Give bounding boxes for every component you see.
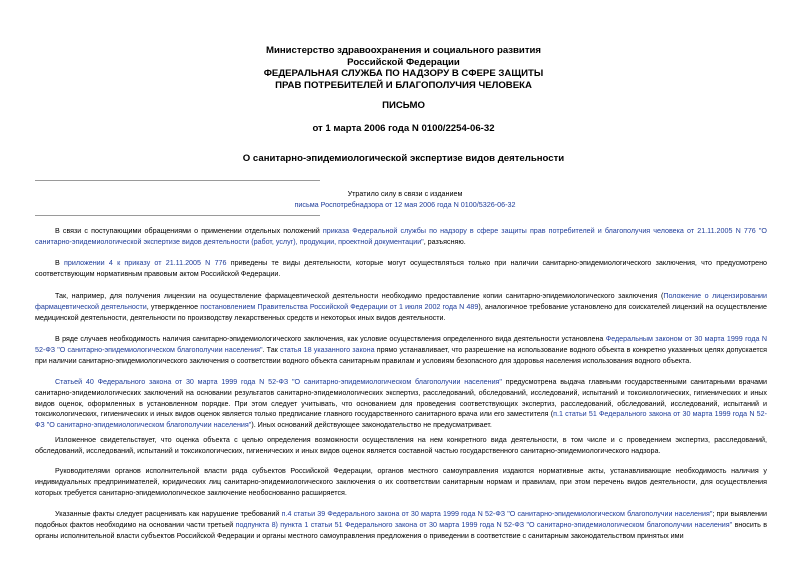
paragraph-5 — [35, 377, 767, 431]
service-name-line1: ФЕДЕРАЛЬНАЯ СЛУЖБА ПО НАДЗОРУ В СФЕРЕ ЗАЩИТЫ — [263, 68, 544, 80]
resolution-489-link[interactable]: постановлением Правительства Российской Федерации от 1 июля 2002 года N 489 — [200, 302, 479, 311]
paragraph-text: приведены те виды деятельности, которые могут осуществляться только при наличии санитарно-эпидемиологического заключения, что предусмотрено соответствующим нормативным правовым актом Российской Федерации. — [35, 259, 767, 278]
paragraph-text: ). Иных оснований действующее законодательство не предусматривает. — [251, 421, 492, 430]
paragraph-text: , утвержденное — [146, 302, 201, 311]
document-date: от 1 марта 2006 года N 0100/2254-06-32 — [312, 123, 495, 134]
paragraph-text: ), аналогичное требование установлено для соискателей лицензий на осуществление медицинской деятельности, деятельности по производству лекарственных средств и некоторых иных видов деятельности. — [35, 302, 767, 322]
document-header — [0, 45, 807, 91]
document-type: ПИСЬМО — [382, 100, 425, 111]
paragraph-7 — [35, 466, 767, 498]
repeal-notice — [280, 189, 530, 210]
article-18-link[interactable]: статья 18 указанного закона — [280, 345, 375, 354]
paragraph-4 — [35, 334, 767, 366]
divider-bottom — [35, 215, 320, 216]
paragraph-text: прямо устанавливает, что разрешение на использование водного объекта в конкретно указанных целях допускается при наличии санитарно-эпидемиологического заключения о соответствии водного объекта санитарным правилам и условиям безопасного для здоровья населения использования водного объекта. — [35, 345, 767, 365]
ministry-name: Министерство здравоохранения и социального развития — [265, 45, 542, 56]
paragraph-1 — [35, 226, 767, 248]
article-40-link[interactable]: Статьей 40 Федерального закона от 30 марта 1999 года N 52-ФЗ "О санитарно-эпидемиологическом благополучии населения" — [55, 378, 502, 386]
law-52fz-link[interactable]: Федеральным законом от 30 марта 1999 года N 52-ФЗ "О санитарно-эпидемиологическом благополучии населения" — [35, 335, 767, 354]
paragraph-6 — [35, 435, 767, 457]
service-name-line2: ПРАВ ПОТРЕБИТЕЛЕЙ И БЛАГОПОЛУЧИЯ ЧЕЛОВЕКА — [275, 79, 532, 91]
paragraph-text: В — [55, 259, 64, 267]
paragraph-text: Указанные факты следует расценивать как нарушение требований — [55, 510, 282, 518]
paragraph-text: предусмотрена выдача главными государственными санитарными врачами санитарно-эпидемиологических заключений на основании результатов санитарно-эпидемиологических экспертиз, расследований, обследований, исследований, испытаний и токсикологических, гигиенических и иных видов оценок, оформленных в установленном порядке. При этом следует учитывать, что основанием для проведения соответствующих экспертиз, расследований, обследований, исследований, испытаний и токсикологических, гигиенических и иных видов оценок является только предписание главного государственного санитарного врача или его заместителя ( — [35, 378, 767, 419]
order-776-link[interactable]: приказа Федеральной службы по надзору в сфере защиты прав потребителей и благополучия человека от 21.11.2005 N 776 "О санитарно-эпидемиологической экспертизе видов деятельности (работ, услуг), продукции, проектной документации" — [35, 227, 767, 246]
article-51-p1-link[interactable]: п.1 статьи 51 Федерального закона от 30 марта 1999 года N 52-ФЗ "О санитарно-эпидемиологическом благополучии населения" — [35, 410, 767, 430]
paragraph-text: . Так — [262, 345, 280, 354]
paragraph-2 — [35, 258, 767, 280]
paragraph-text: Так, например, для получения лицензии на осуществление фармацевтической деятельности необходимо предоставление копии санитарно-эпидемиологического заключения ( — [55, 292, 664, 300]
document-title: О санитарно-эпидемиологической экспертизе видов деятельности — [242, 153, 565, 164]
paragraph-8 — [35, 509, 767, 541]
article-51-sub8-link[interactable]: подпункта 8) пункта 1 статьи 51 Федерального закона от 30 марта 1999 года N 52-ФЗ "О санитарно-эпидемиологическом благополучии населения" — [235, 520, 733, 529]
paragraph-text: , разъясняю. — [423, 237, 466, 246]
paragraph-text: Руководителями органов исполнительной власти ряда субъектов Российской Федерации, органов местного самоуправления издаются нормативные акты, устанавливающие необходимость наличия у индивидуальных предпринимателей, юридических лиц санитарно-эпидемиологического заключения о их соответствии санитарным нормам и правилам, при этом перечень видов деятельности, для осуществления которых требуется санитарно-эпидемиологическое заключение необоснованно расширяется. — [35, 467, 767, 497]
paragraph-text: В ряде случаев необходимость наличия санитарно-эпидемиологического заключения, как условие осуществления определенного вида деятельности установлена — [55, 335, 606, 343]
repeal-notice-text: Утратило силу в связи с изданием — [347, 189, 463, 198]
repeal-letter-link[interactable]: письма Роспотребнадзора от 12 мая 2006 года N 0100/5326-06-32 — [294, 199, 516, 209]
paragraph-3 — [35, 291, 767, 323]
paragraph-text: ; при выявлении подобных фактов необходимо на основании части третьей — [35, 510, 768, 529]
paragraph-text: Изложенное свидетельствует, что оценка объекта с целью определения возможности осуществления на нем конкретного вида деятельности, в том числе и с проведением экспертиз, расследований, обследований, исследований, испытаний и токсикологических, гигиенических и иных видов оценок является составной частью государственного санитарно-эпидемиологического надзора. — [35, 436, 767, 455]
divider-top — [35, 180, 320, 181]
article-39-p4-link[interactable]: п.4 статьи 39 Федерального закона от 30 марта 1999 года N 52-ФЗ "О санитарно-эпидемиологическом благополучии населения" — [281, 510, 713, 518]
country-name: Российской Федерации — [347, 56, 460, 68]
pharma-licensing-link[interactable]: Положение о лицензировании фармацевтической деятельности — [35, 292, 767, 311]
paragraph-text: вносить в органы исполнительной власти субъектов Российской Федерации и органы местного самоуправления предложения о приведении в соответствие с санитарным законодательством принятых ими — [35, 520, 767, 540]
paragraph-text: В связи с поступающими обращениями о применении отдельных положений — [55, 227, 323, 235]
appendix-4-link[interactable]: приложении 4 к приказу от 21.11.2005 N 776 — [64, 259, 227, 267]
